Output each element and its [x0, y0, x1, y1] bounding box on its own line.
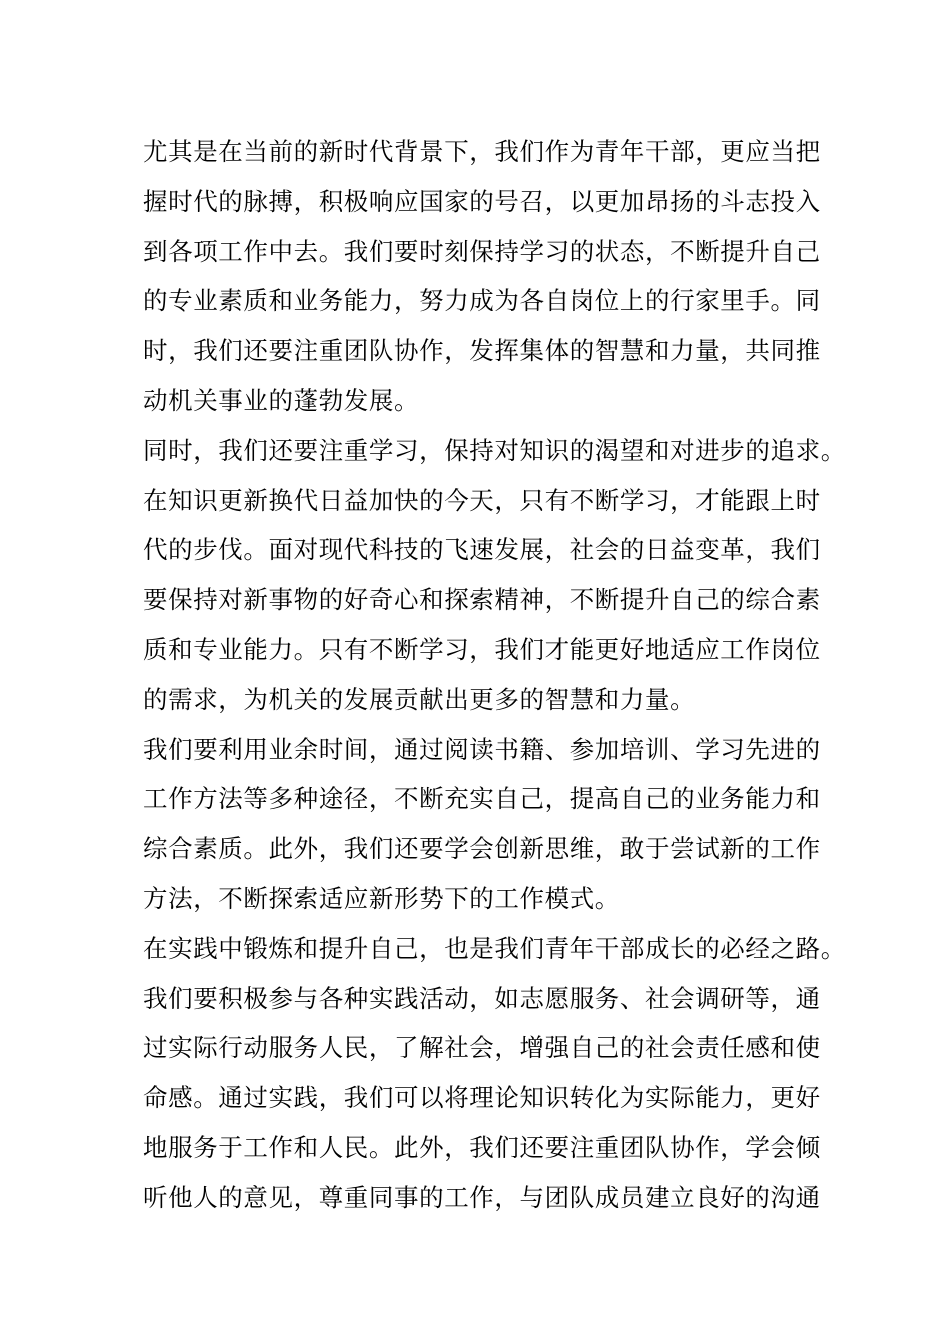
body-text [143, 127, 846, 1223]
text-line: 代的步伐。面对现代科技的飞速发展，社会的日益变革，我们 [143, 535, 821, 565]
text-line: 同时，我们还要注重学习，保持对知识的渴望和对进步的追求。 [143, 435, 846, 465]
text-line: 的需求，为机关的发展贡献出更多的智慧和力量。 [143, 684, 696, 714]
text-line: 听他人的意见，尊重同事的工作，与团队成员建立良好的沟通 [143, 1182, 821, 1212]
text-line: 工作方法等多种途径，不断充实自己，提高自己的业务能力和 [143, 784, 821, 814]
text-line: 质和专业能力。只有不断学习，我们才能更好地适应工作岗位 [143, 634, 821, 664]
text-line: 握时代的脉搏，积极响应国家的号召，以更加昂扬的斗志投入 [143, 186, 821, 216]
text-line: 过实际行动服务人民，了解社会，增强自己的社会责任感和使 [143, 1033, 821, 1063]
text-line: 在实践中锻炼和提升自己，也是我们青年干部成长的必经之路。 [143, 933, 846, 963]
text-line: 命感。通过实践，我们可以将理论知识转化为实际能力，更好 [143, 1083, 821, 1113]
text-line: 在知识更新换代日益加快的今天，只有不断学习，才能跟上时 [143, 485, 821, 515]
text-line: 地服务于工作和人民。此外，我们还要注重团队协作，学会倾 [143, 1132, 821, 1162]
text-line: 综合素质。此外，我们还要学会创新思维，敢于尝试新的工作 [143, 834, 821, 864]
text-line: 要保持对新事物的好奇心和探索精神，不断提升自己的综合素 [143, 585, 821, 615]
text-line: 尤其是在当前的新时代背景下，我们作为青年干部，更应当把 [143, 137, 821, 166]
text-line: 我们要利用业余时间，通过阅读书籍、参加培训、学习先进的 [143, 734, 821, 764]
text-line: 的专业素质和业务能力，努力成为各自岗位上的行家里手。同 [143, 286, 821, 316]
text-line: 到各项工作中去。我们要时刻保持学习的状态，不断提升自己 [143, 236, 821, 266]
text-line: 时，我们还要注重团队协作，发挥集体的智慧和力量，共同推 [143, 336, 821, 366]
text-line: 我们要积极参与各种实践活动，如志愿服务、社会调研等，通 [143, 983, 821, 1013]
text-line: 动机关事业的蓬勃发展。 [143, 385, 420, 415]
text-line: 方法，不断探索适应新形势下的工作模式。 [143, 883, 620, 913]
